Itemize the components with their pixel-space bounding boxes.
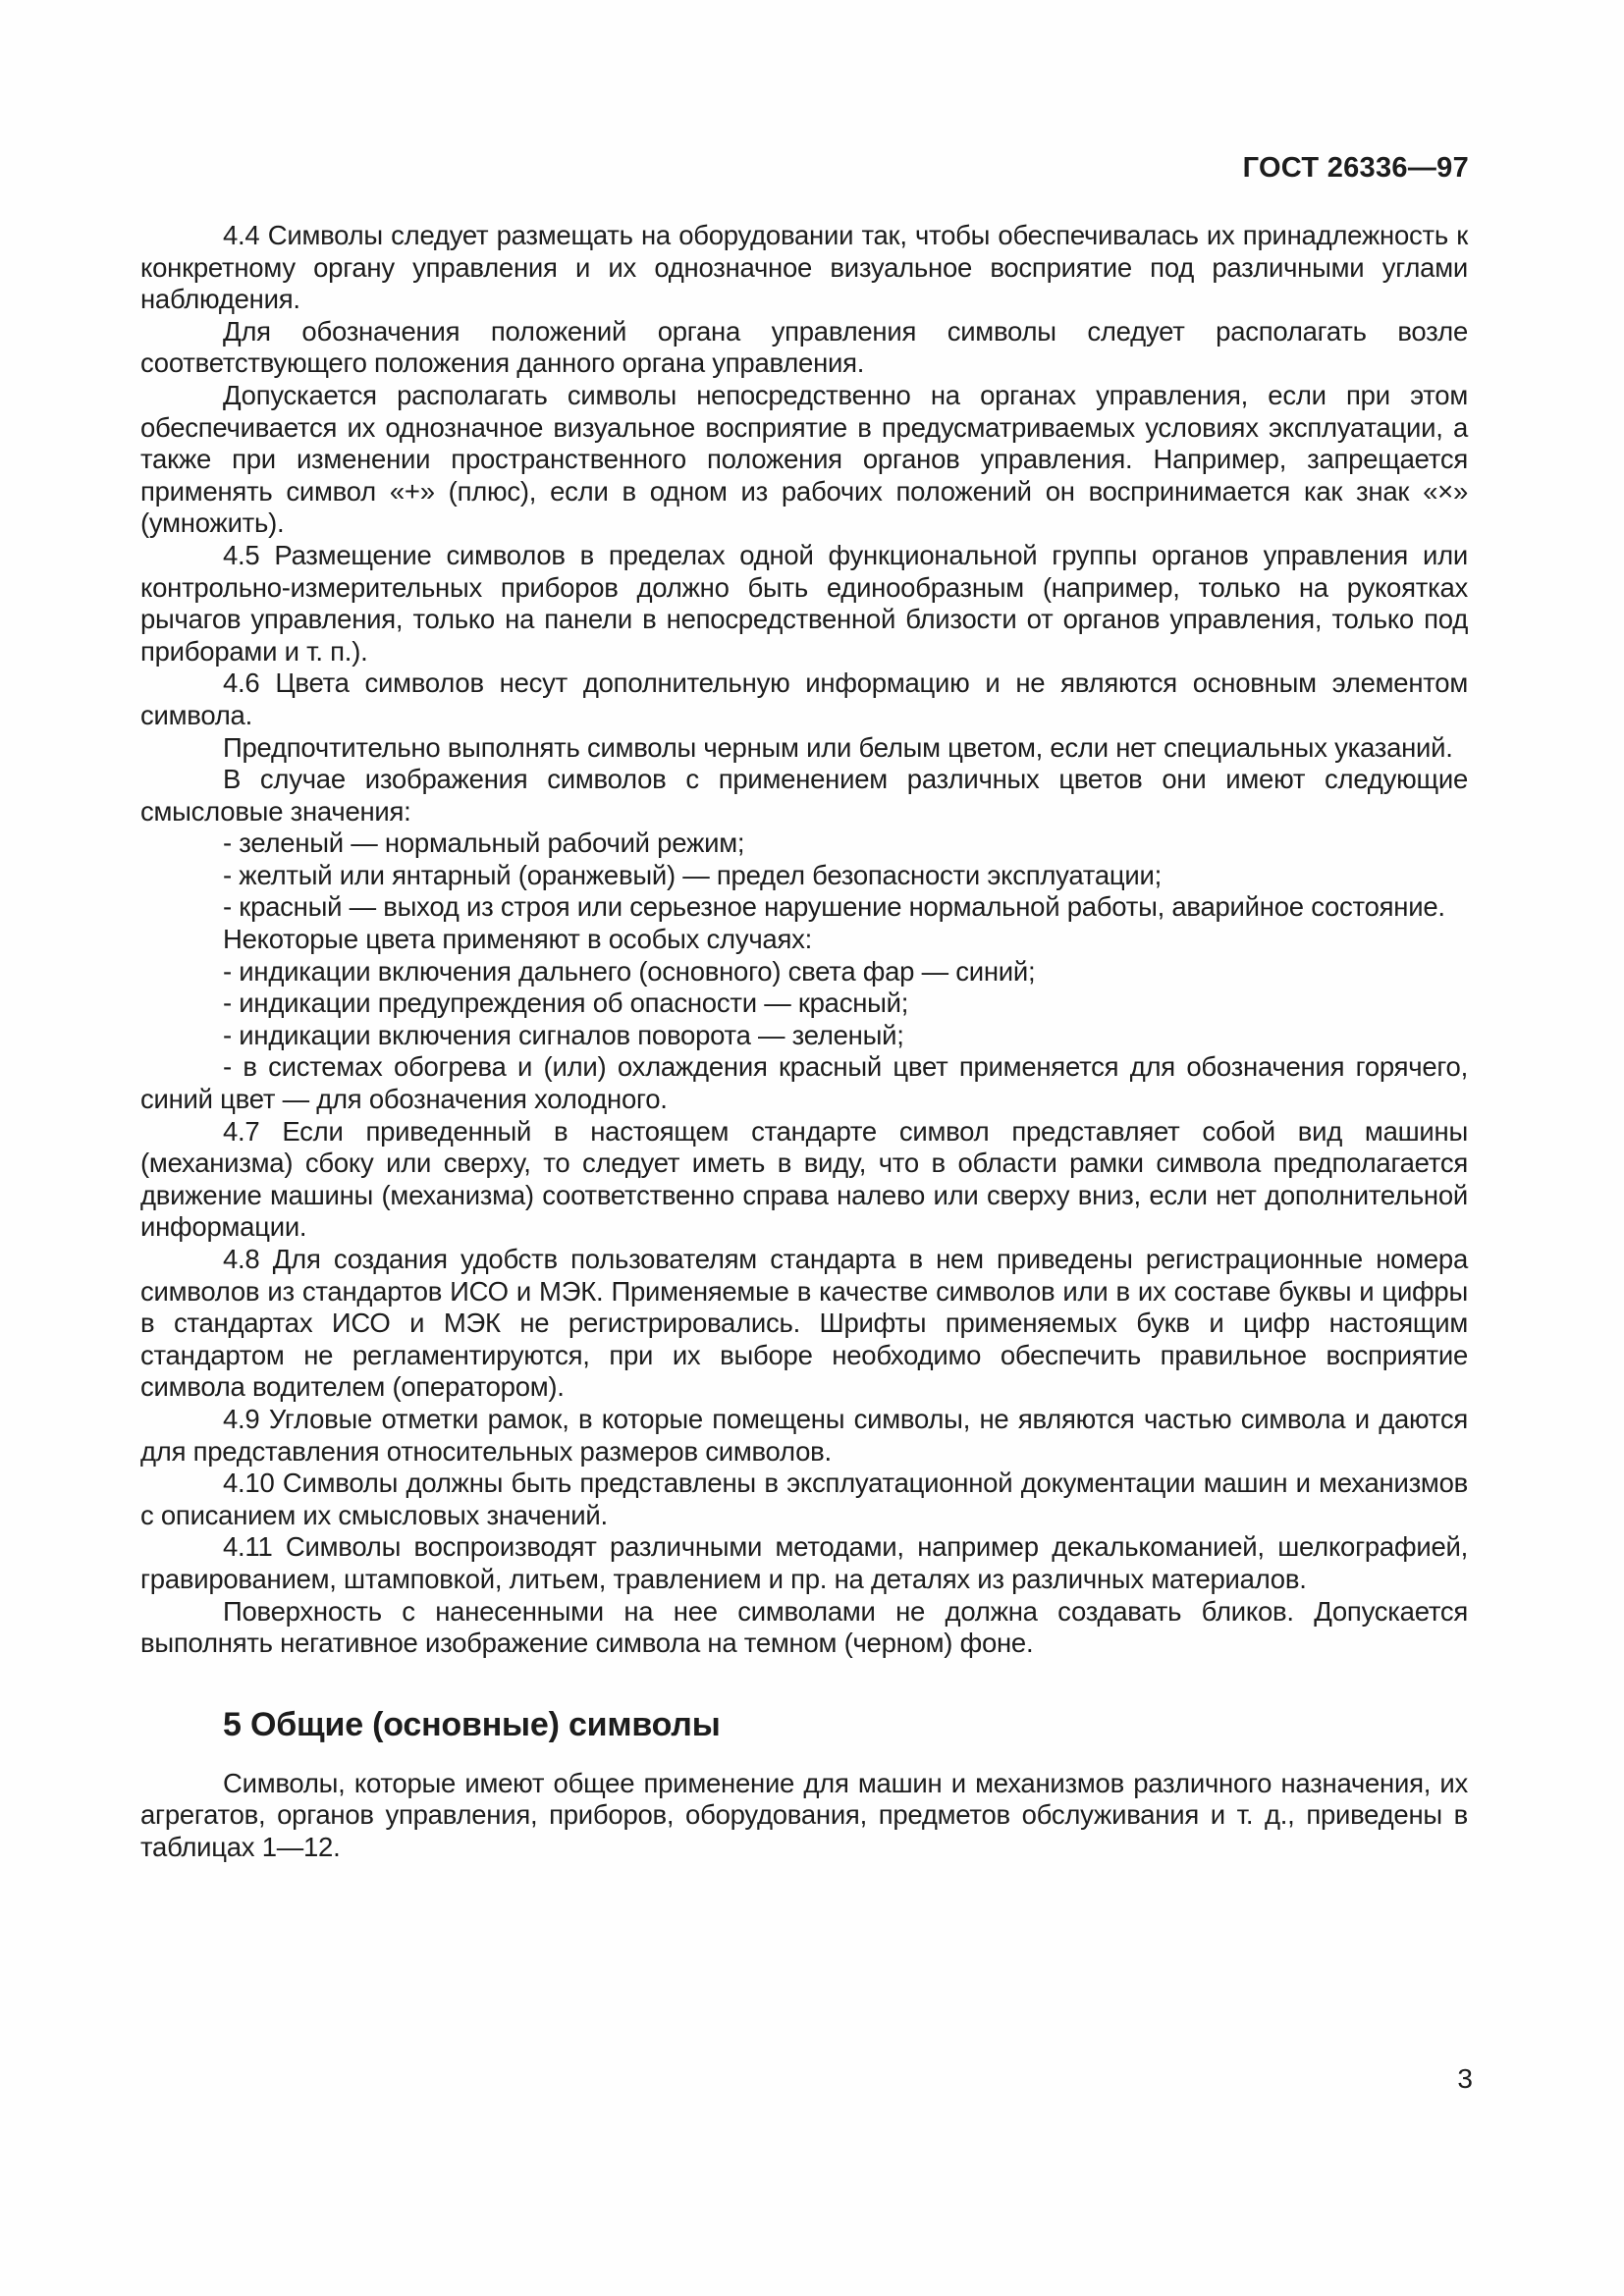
- section-5-intro: Символы, которые имеют общее применение для машин и механизмов различного назначения, их агрегатов, органов управления, приборов, оборудования, предметов обслуживания и т. д., приведены в таблицах 1—12.: [140, 1767, 1468, 1862]
- clause-4-10: 4.10 Символы должны быть представлены в эксплуатационной документации машин и механизмов с описанием их смысловых значений.: [140, 1468, 1468, 1530]
- clause-4-11: 4.11 Символы воспроизводят различными методами, например декалькоманией, шелкографией, гравированием, штамповкой, литьем, травлением и пр. на деталях из различных материалов.: [140, 1531, 1468, 1594]
- clause-4-6: 4.6 Цвета символов несут дополнительную информацию и не являются основным элементом символа.: [140, 667, 1468, 730]
- special-case-item-turn: - индикации включения сигналов поворота — зеленый;: [223, 1019, 904, 1050]
- section-5-heading: 5 Общие (основные) символы: [223, 1705, 721, 1743]
- clause-4-8: 4.8 Для создания удобств пользователям стандарта в нем приведены регистрационные номера символов из стандартов ИСО и МЭК. Применяемые в качестве символов или в их составе буквы и цифры в стандартах ИСО и МЭК не регистрировались. Шрифты применяемых букв и цифр настоящим стандартом не регламентируются, при их выборе необходимо обеспечить правильное восприятие символа водителем (оператором).: [140, 1244, 1468, 1403]
- clause-4-4: 4.4 Символы следует размещать на оборудовании так, чтобы обеспечивалась их принадлежность к конкретному органу управления и их однозначное визуальное восприятие под различными углами наблюдения.: [140, 220, 1468, 315]
- page-number: 3: [1457, 2063, 1473, 2094]
- clause-4-7: 4.7 Если приведенный в настоящем стандарте символ представляет собой вид машины (механизма) сбоку или сверху, то следует иметь в виду, что в области рамки символа предполагается движение машины (механизма) соответственно справа налево или сверху вниз, если нет дополнительной информации.: [140, 1115, 1468, 1243]
- color-list-item-red: - красный — выход из строя или серьезное нарушение нормальной работы, аварийное состояние.: [223, 891, 1445, 923]
- clause-4-9: 4.9 Угловые отметки рамок, в которые помещены символы, не являются частью символа и даются для представления относительных размеров символов.: [140, 1403, 1468, 1467]
- clause-4-5: 4.5 Размещение символов в пределах одной функциональной группы органов управления или контрольно-измерительных приборов должно быть единообразным (например, только на рукоятках рычагов управления, только на панели в непосредственной близости от органов управления, только под приборами и т. п.).: [140, 539, 1468, 667]
- standard-number: ГОСТ 26336—97: [1242, 152, 1469, 184]
- special-case-item-heating: - в системах обогрева и (или) охлаждения красный цвет применяется для обозначения горячего, синий цвет — для обозначения холодного.: [140, 1051, 1468, 1115]
- clause-4-6-note-2: В случае изображения символов с применением различных цветов они имеют следующие смысловые значения:: [140, 764, 1468, 827]
- clause-4-6-note-1: Предпочтительно выполнять символы черным или белым цветом, если нет специальных указаний.: [223, 731, 1453, 763]
- special-cases-intro: Некоторые цвета применяют в особых случаях:: [223, 924, 812, 955]
- special-case-item-danger: - индикации предупреждения об опасности — красный;: [223, 988, 909, 1019]
- clause-4-11-note: Поверхность с нанесенными на нее символами не должна создавать бликов. Допускается выполнять негативное изображение символа на темном (черном) фоне.: [140, 1595, 1468, 1659]
- document-body: [140, 220, 1468, 1864]
- clause-4-4-note-1: Для обозначения положений органа управления символы следует располагать возле соответствующего положения данного органа управления.: [140, 315, 1468, 379]
- clause-4-4-note-2: Допускается располагать символы непосредственно на органах управления, если при этом обеспечивается их однозначное визуальное восприятие в предусматриваемых условиях эксплуатации, а также при изменении пространственного положения органов управления. Например, запрещается применять символ «+» (плюс), если в одном из рабочих положений он воспринимается как знак «×» (умножить).: [140, 379, 1468, 539]
- color-list-item-yellow: - желтый или янтарный (оранжевый) — предел безопасности эксплуатации;: [223, 859, 1163, 890]
- special-case-item-headlights: - индикации включения дальнего (основного) света фар — синий;: [223, 955, 1036, 987]
- color-list-item-green: - зеленый — нормальный рабочий режим;: [223, 828, 745, 859]
